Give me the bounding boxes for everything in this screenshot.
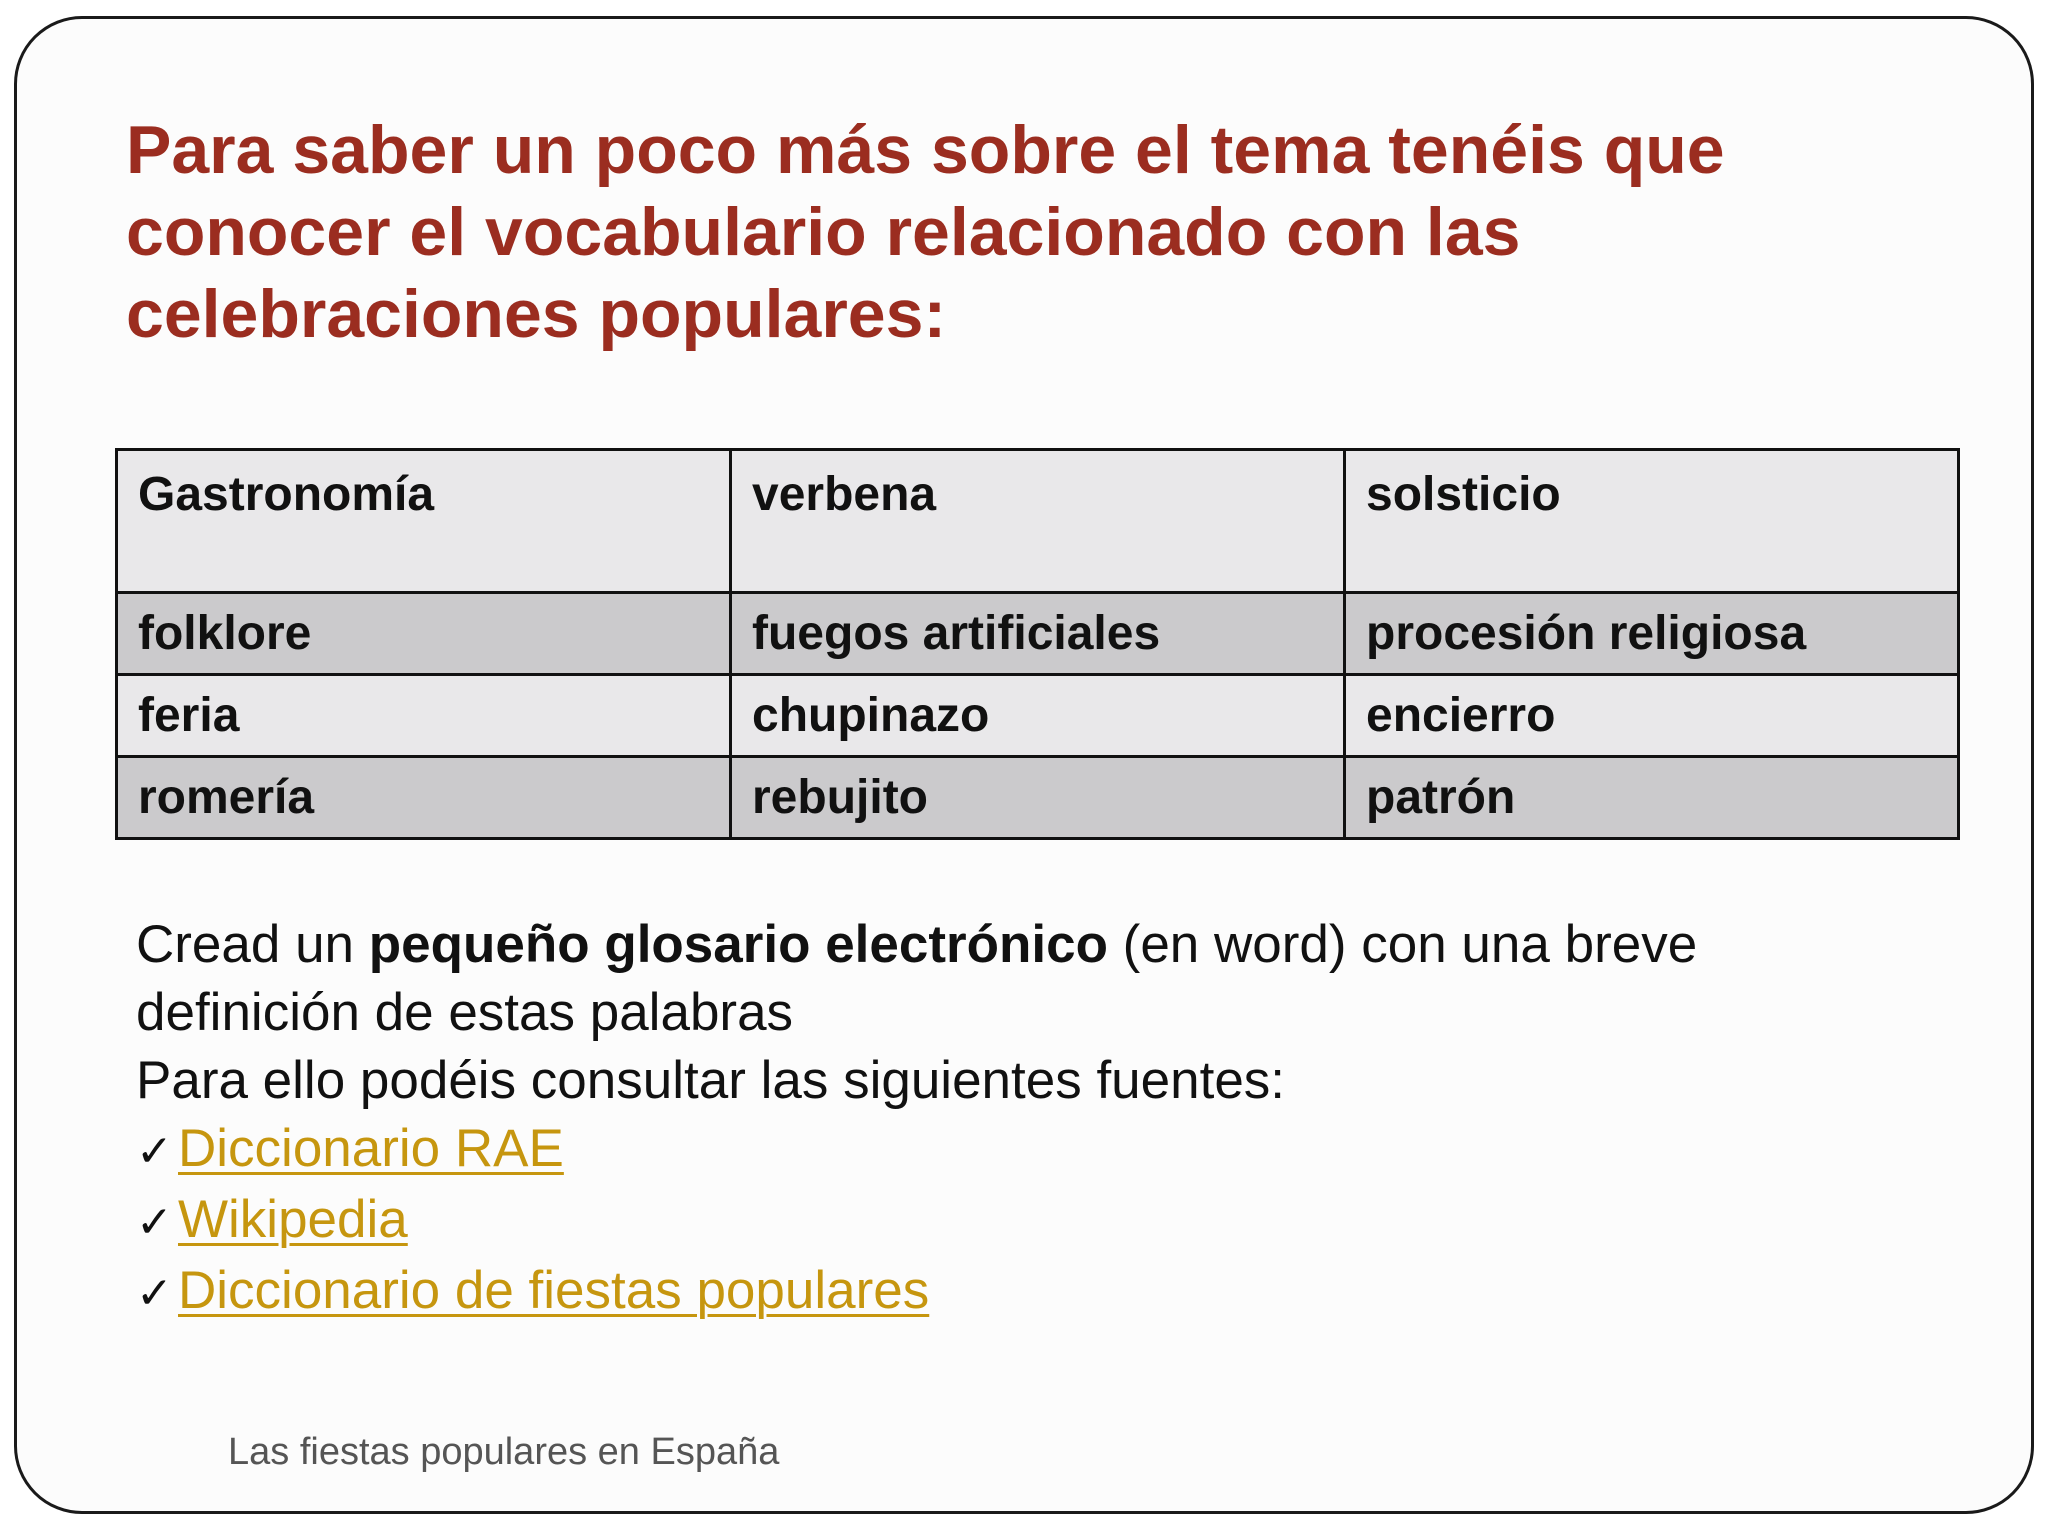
table-cell: romería [117,757,731,839]
vocabulary-table [115,448,1960,840]
source-item [136,1257,1936,1328]
source-item [136,1115,1936,1186]
instructions-block [136,911,1936,1328]
link-wikipedia[interactable]: Wikipedia [178,1190,408,1249]
table-cell: feria [117,675,731,757]
link-diccionario-rae[interactable]: Diccionario RAE [178,1119,564,1178]
table-cell: verbena [731,450,1345,593]
table-cell: folklore [117,593,731,675]
table-cell: fuegos artificiales [731,593,1345,675]
instruction-line-1 [136,911,1936,979]
instruction-text: (en word) con una breve [1107,915,1698,974]
checkmark-icon: ✓ [136,1126,173,1177]
table-row [117,757,1959,839]
instruction-line-3: Para ello podéis consultar las siguientes fuentes: [136,1051,1286,1110]
table-cell: Gastronomía [117,450,731,593]
table-cell: rebujito [731,757,1345,839]
table-cell: patrón [1345,757,1959,839]
checkmark-icon: ✓ [136,1268,173,1319]
table-cell: procesión religiosa [1345,593,1959,675]
table-row [117,593,1959,675]
link-diccionario-fiestas[interactable]: Diccionario de fiestas populares [178,1261,930,1320]
checkmark-icon: ✓ [136,1197,173,1248]
table-cell: chupinazo [731,675,1345,757]
table-row [117,450,1959,593]
instruction-text: Cread un [136,915,369,974]
instruction-line-2: definición de estas palabras [136,983,794,1042]
table-cell: encierro [1345,675,1959,757]
slide-title: Para saber un poco más sobre el tema tenéis que conocer el vocabulario relacionado con las celebraciones populares: [126,112,1725,352]
instruction-emphasis: pequeño glosario electrónico [368,915,1108,974]
slide-footer: Las fiestas populares en España [228,1431,780,1473]
table-cell: solsticio [1345,450,1959,593]
slide-frame [14,16,2034,1514]
source-item [136,1186,1936,1257]
table-row [117,675,1959,757]
